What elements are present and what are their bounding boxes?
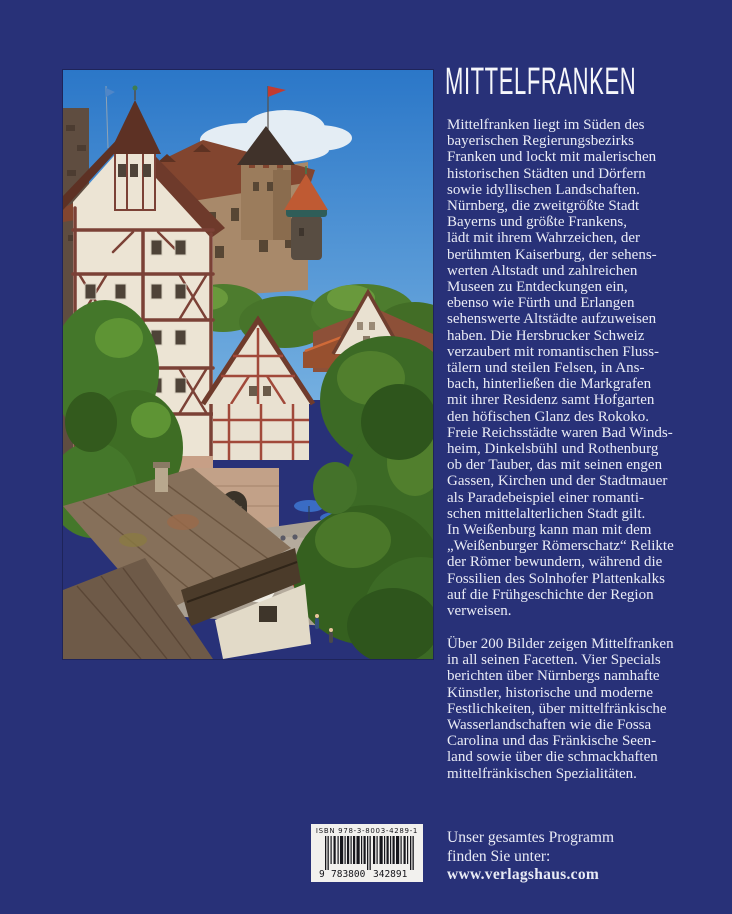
text-line: den höfischen Glanz des Rokoko. [447,408,650,425]
text-line: ebenso wie Fürth und Erlangen [447,295,635,312]
publisher-line-1: Unser gesamtes Programm [447,829,615,846]
text-line: berühmten Kaiserburg, der sehens- [447,246,657,263]
isbn-text: ISBN 978-3-8003-4289-1 [315,827,419,835]
barcode-bars [317,836,417,880]
text-line: Museen zu Entdeckungen ein, [447,279,628,296]
text-line: Festlichkeiten, über mittelfränkische [447,700,667,717]
text-line: Carolina und das Fränkische Seen- [447,733,657,750]
text-line: Franken und lockt mit malerischen [447,149,657,166]
text-line: Fossilien des Solnhofer Plattenkalks [447,570,665,587]
intro-paragraph [447,117,725,619]
text-line: sehenswerte Altstädte aufzuweisen [447,311,657,328]
about-paragraph [447,636,725,782]
text-line: als Paradebeispiel einer romanti- [447,489,645,506]
text-line: lädt mit ihrem Wahrzeichen, der [447,230,641,247]
text-line: werten Altstadt und zahlreichen [447,262,638,279]
text-line: Mittelfranken liegt im Süden des [447,117,645,133]
text-line: verweisen. [447,603,512,620]
publisher-url: www.verlagshaus.com [447,866,600,883]
text-line: sowie idyllischen Landschaften. [447,181,640,198]
text-line: ob der Tauber, das mit seinen engen [447,457,663,474]
text-line: Künstler, historische und moderne [447,684,654,701]
text-line: haben. Die Hersbrucker Schweiz [447,327,645,344]
text-line: Über 200 Bilder zeigen Mittelfranken [447,636,674,652]
text-line: bach, hinterließen die Markgrafen [447,376,652,393]
text-line: „Weißenburger Römerschatz“ Relikte [447,538,674,555]
text-line: historischen Städten und Dörfern [447,165,646,182]
text-line: schen mittelalterlichen Stadt gilt. [447,505,646,522]
barcode [311,824,423,882]
cover-photo [63,70,433,659]
text-line: mittelfränkischen Spezialitäten. [447,765,637,782]
text-line: Gassen, Kirchen und der Stadtmauer [447,473,668,490]
barcode-digit-9: 9 [319,869,325,880]
publisher-line-2: finden Sie unter: [447,847,551,865]
text-line: tälern und steilen Felsen, in Ans- [447,360,645,377]
text-line: Nürnberg, die zweitgrößte Stadt [447,198,640,215]
text-line: land sowie über die schmackhaften [447,749,658,766]
barcode-digits-left: 783800 [331,869,366,880]
text-line: der Römer bewundern, während die [447,554,663,571]
text-line: heim, Dinkelsbühl und Rothenburg [447,441,659,458]
text-line: berichten über Nürnbergs namhafte [447,668,660,685]
publisher-info [447,829,614,885]
text-line: Wasserlandschaften wie die Fossa [447,717,652,734]
text-line: bayerischen Regierungsbezirks [447,133,635,150]
text-line: in all seinen Facetten. Vier Specials [447,652,661,669]
text-line: In Weißenburg kann man mit dem [447,522,652,539]
text-line: verzaubert mit romantischen Fluss- [447,343,660,360]
text-line: Bayerns und größte Frankens, [447,214,627,231]
text-line: Freie Reichsstädte waren Bad Winds- [447,424,673,441]
text-line: auf die Frühgeschichte der Region [447,586,654,603]
region-title: MITTELFRANKEN [445,61,637,103]
barcode-digits-right: 342891 [373,869,408,880]
text-line: mit ihrer Residenz samt Hofgarten [447,392,655,409]
